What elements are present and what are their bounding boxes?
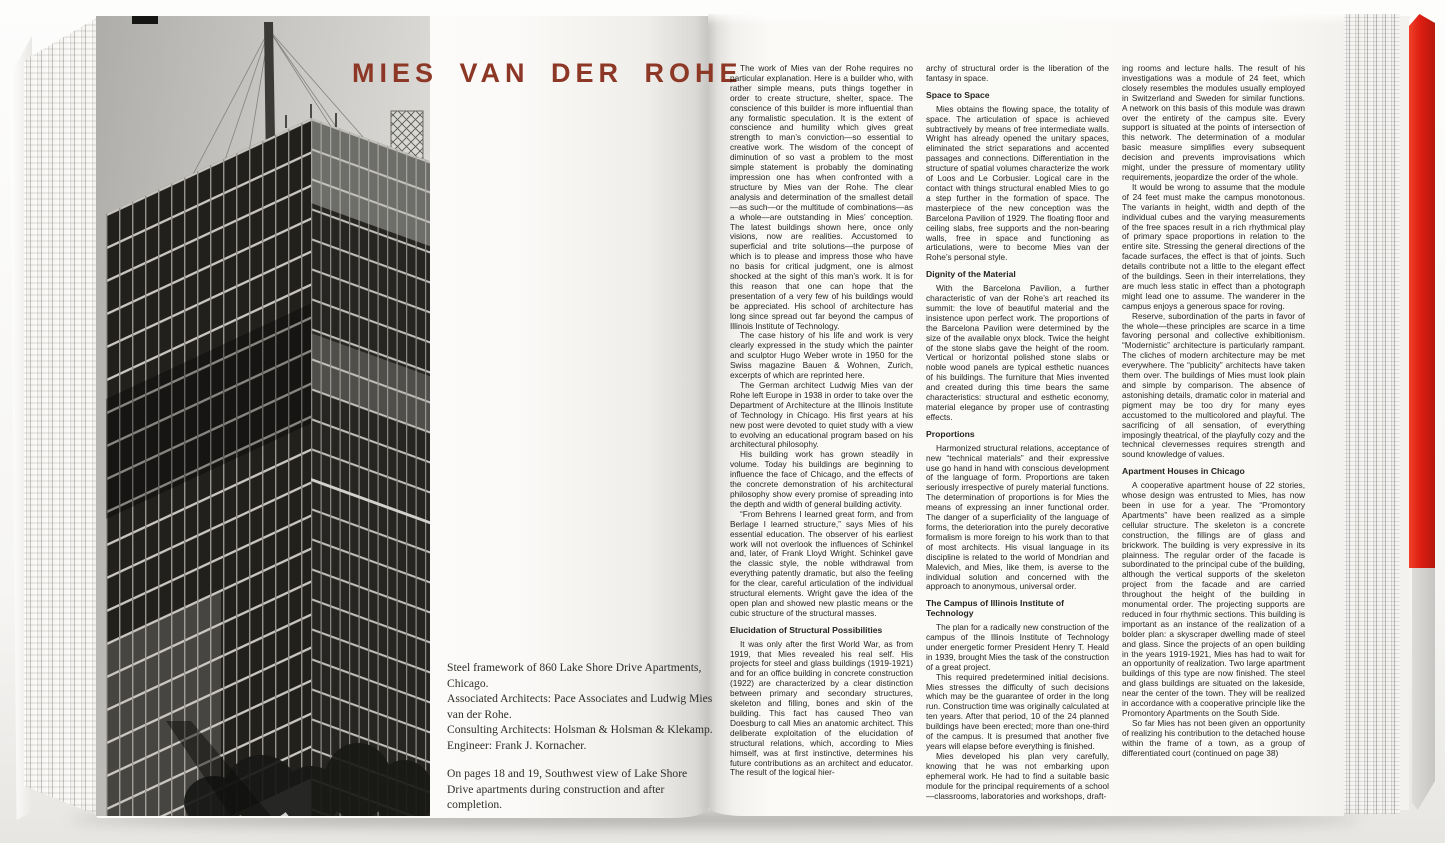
text-block: Space to Space <box>926 89 990 100</box>
text-block: The plan for a radically new construction of the campus of the Illinois Institute of Technology under energetic former President Henry T. Heald in 1939, brought Mies the task of the construction of a great project. <box>926 622 1109 672</box>
photo-top-mark <box>132 16 158 24</box>
caption-line: Consulting Architects: Holsman & Holsman & Klekamp. <box>447 723 713 736</box>
text-block: archy of structural order is the liberation of the fantasy in space. <box>926 64 1109 83</box>
page-edges-left <box>24 16 96 818</box>
text-block: Reserve, subordination of the parts in favor of the whole—these principles are scarce in a time favoring personal and collective exhibitionism. “Modernistic” architecture is particularly rampant. The cliches of modern architecture may be met everywhere. The “publicity” architects have taken them over. The buildings of Mies must look plain and simple by comparison. The absence of astonishing details, dramatic color in material and pigment may be too dry for many eyes accustomed to the multicolored and playful. The sacrificing of all sensation, of everything imposingly theatrical, of the playfully cozy and the technical clevernesses requires strength and sound knowledge of values. <box>1122 310 1305 460</box>
photo-caption <box>447 660 715 813</box>
text-block: Elucidation of Structural Possibilities <box>730 624 883 635</box>
caption-lines <box>447 660 715 753</box>
text-block: So far Mies has not been given an opportunity of realizing his contribution to the detached house within the frame of a town, as a group of differentiated court (continued on page 38) <box>1122 717 1305 758</box>
text-column-2 <box>926 64 1109 812</box>
cover-edge-gray <box>1412 568 1435 810</box>
building-right-face <box>311 118 430 816</box>
text-block: A cooperative apartment house of 22 stories, whose design was entrusted to Mies, has now been in use for a year. The “Promontory Apartments” have been realized as a simple cellular structure. The skeleton is a concrete construction, the fillings are of glass and brickwork. The building is very expressive in its plainness. The regular order of the facade is subordinated to the principal cube of the building, although the vertical supports of the skeleton project from the facade and are carried throughout the height of the building in monumental order. The projecting supports are reduced in four rhythmic sections. This building is important as an instance of the realization of a bolder plan: a skyscraper dwelling made of steel and glass. Since the projects of an open building in the years 1919-1921, Mies has had to wait for an opportunity of realization. Two large apartment buildings of this type are now finished. The steel and glass buildings are situated on the lakeside, near the center of the town. They will be realized in accordance with a cooperative principle like the Promontory Apartments on the South Side. <box>1122 480 1305 718</box>
article-columns <box>730 64 1306 812</box>
caption-line: Engineer: Frank J. Kornacher. <box>447 738 587 752</box>
text-block: Apartment Houses in Chicago <box>1122 466 1245 477</box>
text-block: Mies obtains the flowing space, the totality of space. The articulation of space is achieved subtractively by means of free intermediate walls. Wright has already opened the unitary spaces, eliminated the strict separations and accented passages and connections. Differentiation in the structure of spatial volumes characterize the work of Loos and Le Corbusier. Logical care in the contact with things structural enabled Mies to go a step further in the formation of space. The masterpiece of the new conception was the Barcelona Pavilion of 1929. The floating floor and ceiling slabs, free supports and the non-bearing walls, free in space and functioning as articulations, were to become Mies van der Rohe’s personal style. <box>926 103 1109 263</box>
text-block: The work of Mies van der Rohe requires no particular explanation. Here is a builder who, with rather simple means, puts things together in order to create structure, shelter, space. The conscience of this builder is more influential than any formalistic speculation. It is the extent of conscience and humility which gives great strength to man’s conviction—so essential to creative work. The wisdom of the concept of diminution of so vast a problem to the most simple statement is probably the dominating impression one has when confronted with a structure by Mies van der Rohe. The clear analysis and determination of the smallest detail—as such—or the multitude of combinations—as a whole—are outstanding in Mies’ conception. The latest buildings shown here, once only visions, now are realities. Accustomed to superficial and trite solutions—the purpose of which is to please and impress those who have no basis for critical judgment, one is almost shocked at the sight of this man’s work. It is for this reason that one can hope that the presentation of a very few of his buildings would be appreciated. His school of architecture has long since spread out far beyond the campus of Illinois Institute of Technology. <box>730 64 913 331</box>
text-block: Mies developed his plan very carefully, knowing that he was not embarking upon ephemeral work. He had to find a suitable basic module for the principal requirements of a school—classrooms, laboratories and workshops, draft- <box>926 750 1109 801</box>
cover-gap-right <box>1400 16 1409 810</box>
text-block: “From Behrens I learned great form, and from Berlage I learned structure,” says Mies of his essential education. The observer of his earliest work will not overlook the influences of Schinkel and, later, of Frank Lloyd Wright. Schinkel gave the classic style, the noble withdrawal from everything patently dramatic, but also the feeling for the clear, careful articulation of the individual structural elements. Wright gave the idea of the open plan and showed new plastic means or the cubic structure of the structural masses. <box>730 508 913 618</box>
text-block: Dignity of the Material <box>926 269 1016 280</box>
text-block: It was only after the first World War, as from 1919, that Mies revealed his real self. His projects for steel and glass buildings (1919-1921) and for an office building in concrete construction (1922) are characterized by a clear distinction between primary and secondary structures, skeleton and filling, bones and skin of the building. This fact has caused Theo van Doesburg to call Mies an anatomic architect. This deliberate exploitation of the elucidation of structural relations, which, according to Mies himself, was at first instinctive, determines his future contributions as an architect and educator. The result of the logical hier- <box>730 638 913 778</box>
page-edges-right <box>1344 14 1400 814</box>
text-block: The case history of his life and work is very clearly expressed in the study which the painter and sculptor Hugo Weber wrote in 1950 for the Swiss magazine Bauen & Wohnen, Zurich, excerpts of which are reprinted here. <box>730 330 913 381</box>
text-block: The German architect Ludwig Mies van der Rohe left Europe in 1938 in order to take over the Department of Architecture at the Illinois Institute of Technology in Chicago. His first years at his new post were devoted to quiet study with a view to evolving an educational program based on his architectural philosophy. <box>730 380 913 450</box>
caption-note: On pages 18 and 19, Southwest view of Lake Shore Drive apartments during construction and after completion. <box>447 767 688 811</box>
text-column-3 <box>1122 64 1305 812</box>
text-column-1 <box>730 64 913 812</box>
text-block: Harmonized structural relations, acceptance of new “technical materials” and their expressive use go hand in hand with conscious development of the language of form. Proportions are taken seriously irrespective of purely material functions. The determination of proportions is for Mies the means of expressing an inner functional order. The danger of a superficiality of the language of forms, the deterioration into the purely decorative formalism is more foreign to his work than to that of most architects. His visual language in its discipline is related to the world of Mondrian and Malevich, and Mies, like them, is averse to the individual solution and concerned with the approach to anonymous, universal order. <box>926 442 1109 592</box>
text-block: ing rooms and lecture halls. The result of his investigations was a module of 24 feet, which closely resembles the modules usually employed in Switzerland and Sweden for similar functions. A network on this basis of this module was drawn over the entirety of the campus site. Every support is situated at the points of intersection of this network. The determination of a modular basic measure simplifies every subsequent decision and prevents improvisations which might, under the pressure of momentary utility requirements, jeopardize the order of the whole. <box>1122 64 1305 182</box>
page-title: MIES VAN DER ROHE <box>352 58 743 88</box>
text-block: With the Barcelona Pavilion, a further characteristic of van der Rohe’s art reached its summit: the love of beautiful material and the insistence upon perfect work. The proportions of the Barcelona Pavilion were determined by the size of the available onyx block. Twice the height of the stone slabs gave the height of the room. Vertical or horizontal polished stone slabs or noble wood panels are typical esthetic nuances of his buildings. The furniture that Mies invented and created during this time bears the same characteristics: structural and esthetic economy, material elegance by proper use of contrasting effects. <box>926 283 1109 422</box>
caption-line: Associated Architects: Pace Associates and Ludwig Mies van der Rohe. <box>447 692 713 721</box>
building-left-face <box>106 118 311 816</box>
construction-photo <box>96 16 430 816</box>
text-block: His building work has grown steadily in volume. Today his buildings are beginning to influence the face of Chicago, and the effects of the concrete demonstration of his architectural philosophy show every promise of spreading into the depth and width of general building activity. <box>730 449 913 509</box>
text-block: Proportions <box>926 428 975 439</box>
text-block: It would be wrong to assume that the module of 24 feet must make the campus monotonous. The variants in height, width and depth of the individual cubes and the varying measurements of the free spaces result in a rich rhythmical play of primary space proportions in relation to the entire site. Stressing the general directions of the facade surfaces, the effect is that of joints. Such details contribute not a little to the elegant effect of the buildings. Seen in their interrelations, they are much less static in effect than a photograph might lead one to assume. The wanderer in the campus enjoys a generous space for roving. <box>1122 181 1305 311</box>
cover-edge-red <box>1409 14 1435 568</box>
text-block: This required predetermined initial decisions. Mies stresses the difficulty of such decisions which may be the guarantee of order in the long run. Construction time was originally calculated at ten years. After that period, 10 of the 24 planned buildings have been erected; more than one-third of the campus. It is presumed that another five years will elapse before everything is finished. <box>926 671 1109 751</box>
caption-line: Steel framework of 860 Lake Shore Drive Apartments, Chicago. <box>447 661 702 690</box>
text-block: The Campus of Illinois Institute of Technology <box>926 598 1064 619</box>
